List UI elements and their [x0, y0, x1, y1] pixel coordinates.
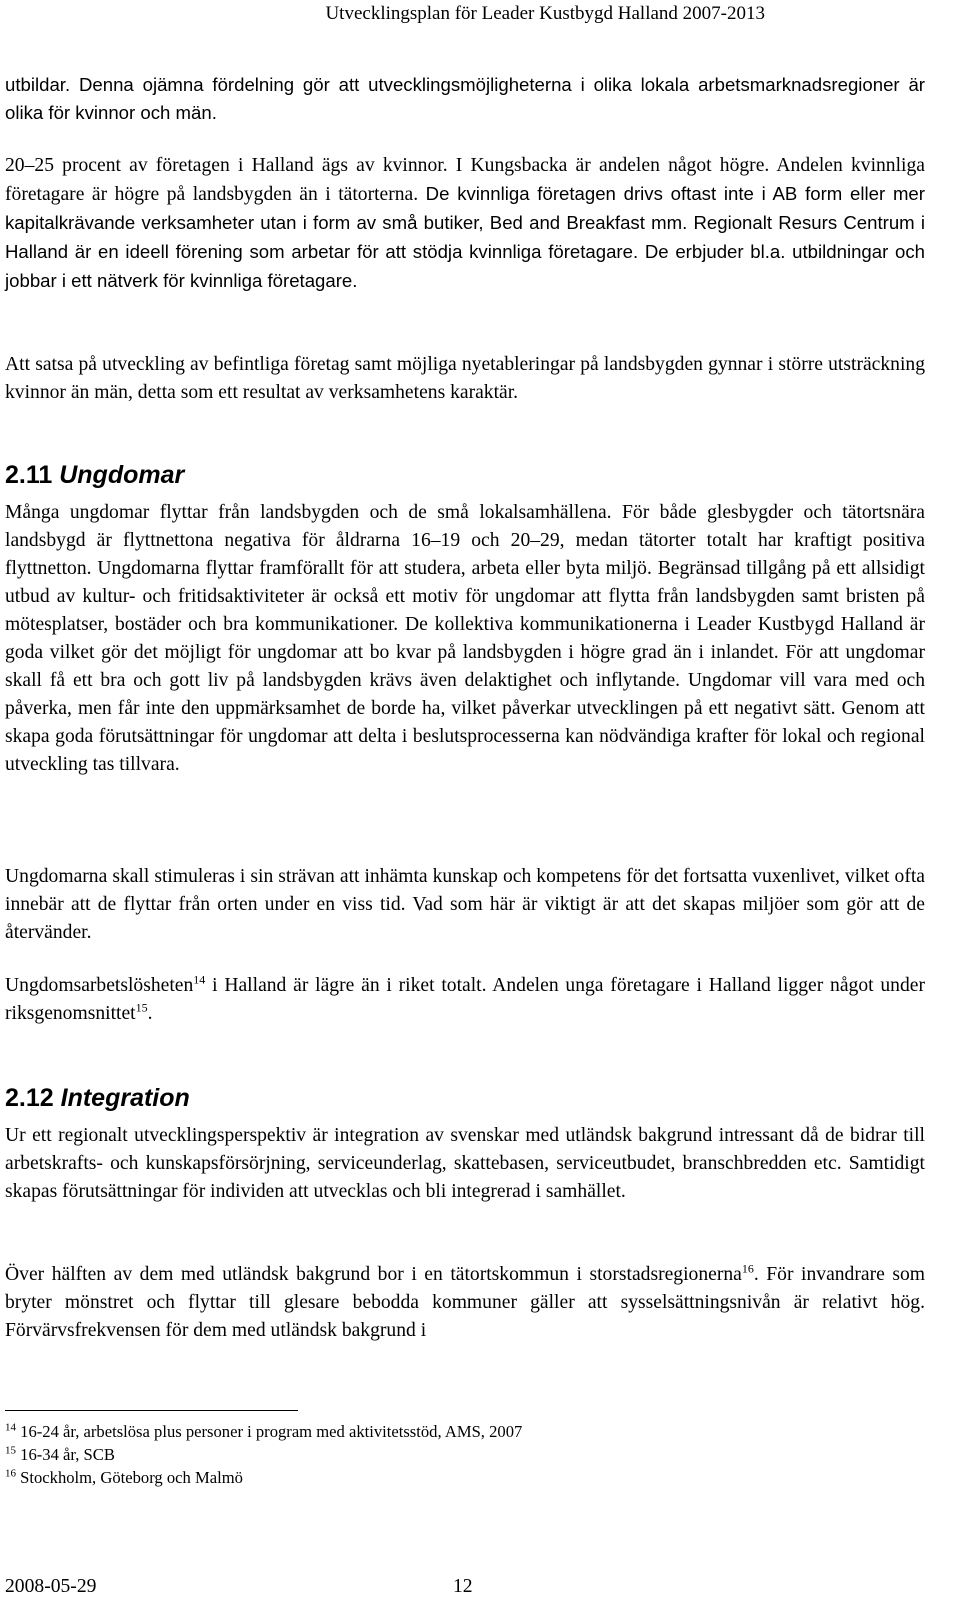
footnote-16	[5, 1466, 905, 1489]
footnote-text: 16-34 år, SCB	[16, 1445, 115, 1464]
section-number: 2.12	[5, 1084, 54, 1112]
footnote-ref: 15	[135, 1000, 148, 1015]
text-run: Ungdomsarbetslösheten	[5, 975, 194, 996]
footnote-ref: 16	[741, 1261, 754, 1276]
paragraph-invest-development: Att satsa på utveckling av befintliga företag samt möjliga nyetableringar på landsbygden gynnar i större utsträckning kvinnor än män, detta som ett resultat av verksamhetens karaktär.	[5, 354, 925, 403]
paragraph-youth-unemployment	[5, 972, 925, 1028]
section-number: 2.11	[5, 461, 53, 489]
page-footer	[5, 1576, 925, 1606]
running-header: Utvecklingsplan för Leader Kustbygd Halland 2007-2013	[325, 3, 765, 24]
footnote-number: 14	[5, 1421, 16, 1434]
paragraph-integration-perspective: Ur ett regionalt utvecklingsperspektiv är integration av svenskar med utländsk bakgrund intressant då de bidrar till arbetskrafts- och kunskapsförsörjning, serviceunderlag, skattebasen, serviceutbudet, branschbredden etc. Samtidigt skapas förutsättningar för individen att utvecklas och bli integrerad i samhället.	[5, 1125, 925, 1202]
footnote-separator	[5, 1410, 298, 1411]
text-run: Över hälften av dem med utländsk bakgrund bor i en tätortskommun i storstadsregionerna	[5, 1264, 742, 1285]
footnote-15	[5, 1443, 905, 1466]
paragraph-foreign-background	[5, 1261, 925, 1345]
text-run: i Halland är lägre än i riket totalt. Andelen unga företagare i Halland ligger något under riksgenomsnittet	[5, 975, 925, 1024]
footnotes	[5, 1420, 905, 1489]
section-title: Ungdomar	[59, 461, 185, 489]
paragraph-women-owned-sans: De kvinnliga företagen drivs oftast inte i AB form eller mer kapitalkrävande verksamheter utan i form av små butiker, Bed and Breakfast mm. Regionalt Resurs Centrum i Halland är en ideell förening som arbetar för att stödja kvinnliga företagare. De erbjuder bl.a. utbildningar och jobbar i ett nätverk för kvinnliga företagare.	[5, 183, 925, 291]
footnote-ref: 14	[193, 972, 206, 987]
paragraph-women-owned-companies	[5, 152, 925, 296]
paragraph-youth-stimulation: Ungdomarna skall stimuleras i sin strävan att inhämta kunskap och kompetens för det fortsatta vuxenlivet, vilket ofta innebär att de flyttar från orten under en viss tid. Vad som här är viktigt är att det skapas miljöer som gör att de återvänder.	[5, 866, 925, 943]
footnote-number: 15	[5, 1444, 16, 1457]
section-title: Integration	[60, 1084, 190, 1112]
footnote-14	[5, 1420, 905, 1443]
footer-date: 2008-05-29	[5, 1576, 97, 1597]
section-heading-ungdomar	[5, 460, 184, 490]
page-number: 12	[453, 1576, 473, 1597]
footnote-number: 16	[5, 1467, 16, 1480]
footnote-text: Stockholm, Göteborg och Malmö	[16, 1468, 243, 1487]
section-heading-integration	[5, 1083, 190, 1113]
footnote-text: 16-24 år, arbetslösa plus personer i program med aktivitetsstöd, AMS, 2007	[16, 1422, 523, 1441]
paragraph-gender-distribution: utbildar. Denna ojämna fördelning gör att utvecklingsmöjligheterna i olika lokala arbetsmarknadsregioner är olika för kvinnor och män.	[5, 74, 925, 123]
paragraph-women-owned-serif: 20–25 procent av företagen i Halland ägs av kvinnor. I Kungsbacka är andelen något högre. Andelen kvinnliga företagare är högre på landsbygden än i tätorterna.	[5, 155, 925, 205]
text-run: . För invandrare som bryter mönstret och flyttar till glesare bebodda kommuner gäller att sysselsättningsnivån är relativt hög. Förvärvsfrekvensen för dem med utländsk bakgrund i	[5, 1264, 925, 1341]
paragraph-youth-migration: Många ungdomar flyttar från landsbygden och de små lokalsamhällena. För både glesbygder och tätortsnära landsbygd är flyttnettona negativa för åldrarna 16–19 och 20–29, medan tätorter totalt har kraftigt positiva flyttnetton. Ungdomarna flyttar framförallt för att studera, arbeta eller byta miljö. Begränsad tillgång på ett allsidigt utbud av kultur- och fritidsaktiviteter är också ett motiv för ungdomar att flytta från landsbygden samt bristen på mötesplatser, bostäder och bra kommunikationer. De kollektiva kommunikationerna i Leader Kustbygd Halland är goda vilket gör det möjligt för ungdomar att bo kvar på landsbygden i högre grad än i inlandet. För att ungdomar skall få ett bra och gott liv på landsbygden krävs även delaktighet och inflytande. Ungdomar vill vara med och påverka, men får inte den uppmärksamhet de borde ha, vilket påverkar utvecklingen på ett negativt sätt. Genom att skapa goda förutsättningar för ungdomar att delta i beslutsprocesserna kan nödvändiga krafter för lokal och regional utveckling tas tillvara.	[5, 502, 925, 775]
text-run: .	[147, 1003, 153, 1024]
